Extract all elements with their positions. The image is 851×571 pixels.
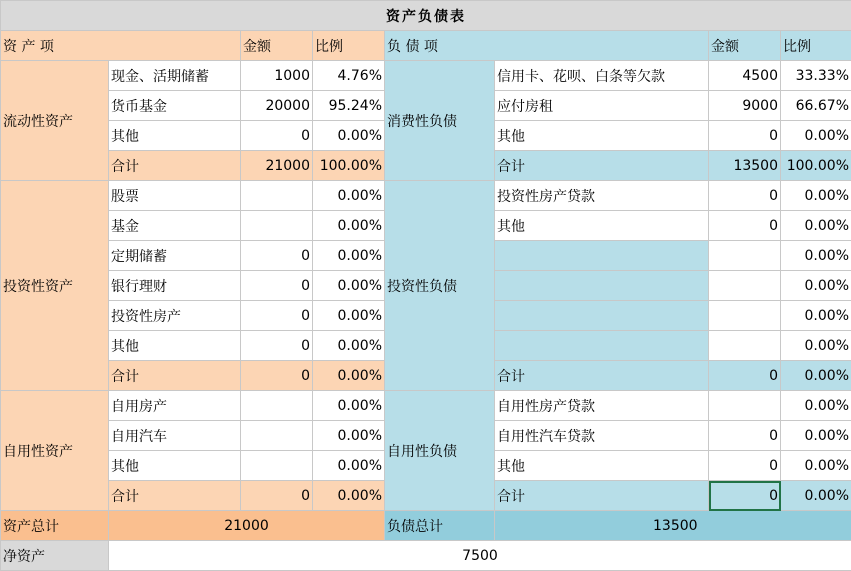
asset-amount-cell[interactable]: 0	[241, 301, 313, 331]
table-row	[1, 391, 851, 421]
liab-name-cell[interactable]	[495, 271, 709, 301]
liab-name-cell[interactable]: 自用性房产贷款	[495, 391, 709, 421]
liab-total-label[interactable]: 负债总计	[385, 511, 495, 541]
asset-amount-cell[interactable]: 0	[241, 481, 313, 511]
liab-name-cell[interactable]	[495, 241, 709, 271]
liab-ratio-cell[interactable]: 0.00%	[781, 121, 851, 151]
asset-ratio-cell[interactable]: 0.00%	[313, 451, 385, 481]
liab-amount-header[interactable]: 金额	[709, 31, 781, 61]
asset-name-cell[interactable]: 货币基金	[109, 91, 241, 121]
asset-ratio-cell[interactable]: 0.00%	[313, 361, 385, 391]
liab-amount-cell[interactable]: 0	[709, 121, 781, 151]
asset-ratio-cell[interactable]: 4.76%	[313, 61, 385, 91]
asset-ratio-cell[interactable]: 95.24%	[313, 91, 385, 121]
liab-ratio-cell[interactable]: 0.00%	[781, 451, 851, 481]
asset-name-cell[interactable]: 股票	[109, 181, 241, 211]
asset-group-invest_assets[interactable]: 投资性资产	[1, 181, 109, 391]
liab-group-personal_liab[interactable]: 自用性负债	[385, 391, 495, 511]
asset-amount-cell[interactable]: 0	[241, 271, 313, 301]
asset-name-cell[interactable]: 定期储蓄	[109, 241, 241, 271]
asset-group-current_assets[interactable]: 流动性资产	[1, 61, 109, 181]
assets-total-value[interactable]: 21000	[109, 511, 385, 541]
liab-amount-cell[interactable]	[709, 391, 781, 421]
asset-ratio-cell[interactable]: 0.00%	[313, 271, 385, 301]
liab-group-consumer_liab[interactable]: 消费性负债	[385, 61, 495, 181]
asset-ratio-cell[interactable]: 100.00%	[313, 151, 385, 181]
liab-name-cell[interactable]	[495, 301, 709, 331]
asset-ratio-cell[interactable]: 0.00%	[313, 301, 385, 331]
liab-ratio-cell[interactable]: 33.33%	[781, 61, 851, 91]
liab-ratio-cell[interactable]: 0.00%	[781, 361, 851, 391]
liab-amount-cell[interactable]	[709, 271, 781, 301]
liab-name-cell[interactable]: 其他	[495, 211, 709, 241]
liab-ratio-cell[interactable]: 0.00%	[781, 271, 851, 301]
asset-name-cell[interactable]: 基金	[109, 211, 241, 241]
liab-ratio-cell[interactable]: 0.00%	[781, 211, 851, 241]
asset-amount-cell[interactable]: 20000	[241, 91, 313, 121]
asset-name-cell[interactable]: 其他	[109, 121, 241, 151]
asset-group-personal_assets[interactable]: 自用性资产	[1, 391, 109, 511]
asset-amount-cell[interactable]	[241, 421, 313, 451]
asset-ratio-cell[interactable]: 0.00%	[313, 181, 385, 211]
asset-ratio-cell[interactable]: 0.00%	[313, 391, 385, 421]
liab-ratio-cell[interactable]: 0.00%	[781, 241, 851, 271]
asset-name-cell[interactable]: 自用汽车	[109, 421, 241, 451]
liab-ratio-cell[interactable]: 0.00%	[781, 301, 851, 331]
asset-name-cell[interactable]: 投资性房产	[109, 301, 241, 331]
asset-ratio-cell[interactable]: 0.00%	[313, 211, 385, 241]
asset-name-cell[interactable]: 现金、活期储蓄	[109, 61, 241, 91]
asset-name-cell[interactable]: 合计	[109, 481, 241, 511]
liab-name-cell[interactable]: 信用卡、花呗、白条等欠款	[495, 61, 709, 91]
asset-amount-cell[interactable]	[241, 181, 313, 211]
asset-ratio-cell[interactable]: 0.00%	[313, 121, 385, 151]
asset-ratio-cell[interactable]: 0.00%	[313, 331, 385, 361]
asset-amount-cell[interactable]: 0	[241, 331, 313, 361]
liab-group-invest_liab[interactable]: 投资性负债	[385, 181, 495, 391]
asset-amount-cell[interactable]: 21000	[241, 151, 313, 181]
liab-ratio-cell[interactable]: 0.00%	[781, 421, 851, 451]
asset-name-cell[interactable]: 其他	[109, 451, 241, 481]
liab-amount-cell[interactable]	[709, 241, 781, 271]
liab-name-cell[interactable]: 其他	[495, 121, 709, 151]
asset-name-cell[interactable]: 合计	[109, 151, 241, 181]
liab-name-cell[interactable]: 合计	[495, 361, 709, 391]
net-assets-label[interactable]: 净资产	[1, 541, 109, 571]
liab-amount-cell[interactable]: 0	[709, 421, 781, 451]
asset-ratio-cell[interactable]: 0.00%	[313, 421, 385, 451]
liab-ratio-cell[interactable]: 0.00%	[781, 181, 851, 211]
liab-name-cell[interactable]: 合计	[495, 151, 709, 181]
asset-amount-cell[interactable]	[241, 391, 313, 421]
table-row	[1, 61, 851, 91]
liab-ratio-cell[interactable]: 0.00%	[781, 481, 851, 511]
liab-ratio-cell[interactable]: 66.67%	[781, 91, 851, 121]
liab-amount-cell[interactable]: 13500	[709, 151, 781, 181]
asset-amount-cell[interactable]: 1000	[241, 61, 313, 91]
liab-amount-cell[interactable]: 0	[709, 361, 781, 391]
asset-amount-cell[interactable]: 0	[241, 121, 313, 151]
liab-amount-cell[interactable]: 0	[709, 481, 781, 511]
liab-name-cell[interactable]	[495, 331, 709, 361]
asset-name-cell[interactable]: 合计	[109, 361, 241, 391]
liab-name-cell[interactable]: 自用性汽车贷款	[495, 421, 709, 451]
asset-name-cell[interactable]: 银行理财	[109, 271, 241, 301]
sheet-title[interactable]: 资产负债表	[1, 1, 851, 31]
asset-amount-cell[interactable]: 0	[241, 361, 313, 391]
liab-name-cell[interactable]: 合计	[495, 481, 709, 511]
asset-ratio-cell[interactable]: 0.00%	[313, 241, 385, 271]
assets-total-label[interactable]: 资产总计	[1, 511, 109, 541]
liab-ratio-cell[interactable]: 100.00%	[781, 151, 851, 181]
liab-ratio-cell[interactable]: 0.00%	[781, 331, 851, 361]
asset-amount-cell[interactable]	[241, 211, 313, 241]
liab-amount-cell[interactable]: 0	[709, 181, 781, 211]
liab-item-header[interactable]: 负 债 项	[385, 31, 709, 61]
liab-amount-cell[interactable]: 0	[709, 211, 781, 241]
asset-amount-cell[interactable]	[241, 451, 313, 481]
assets-amount-header[interactable]: 金额	[241, 31, 313, 61]
liab-total-value[interactable]: 13500	[495, 511, 851, 541]
asset-amount-cell[interactable]: 0	[241, 241, 313, 271]
liab-amount-cell[interactable]: 0	[709, 451, 781, 481]
liab-amount-cell[interactable]: 4500	[709, 61, 781, 91]
net-assets-value[interactable]: 7500	[109, 541, 851, 571]
asset-ratio-cell[interactable]: 0.00%	[313, 481, 385, 511]
liab-name-cell[interactable]: 投资性房产贷款	[495, 181, 709, 211]
liab-amount-cell[interactable]	[709, 331, 781, 361]
table-row	[1, 181, 851, 211]
liab-ratio-header[interactable]: 比例	[781, 31, 851, 61]
assets-ratio-header[interactable]: 比例	[313, 31, 385, 61]
asset-name-cell[interactable]: 自用房产	[109, 391, 241, 421]
liab-name-cell[interactable]: 其他	[495, 451, 709, 481]
liab-amount-cell[interactable]: 9000	[709, 91, 781, 121]
liab-name-cell[interactable]: 应付房租	[495, 91, 709, 121]
asset-name-cell[interactable]: 其他	[109, 331, 241, 361]
assets-item-header[interactable]: 资 产 项	[1, 31, 241, 61]
liab-ratio-cell[interactable]: 0.00%	[781, 391, 851, 421]
liab-amount-cell[interactable]	[709, 301, 781, 331]
